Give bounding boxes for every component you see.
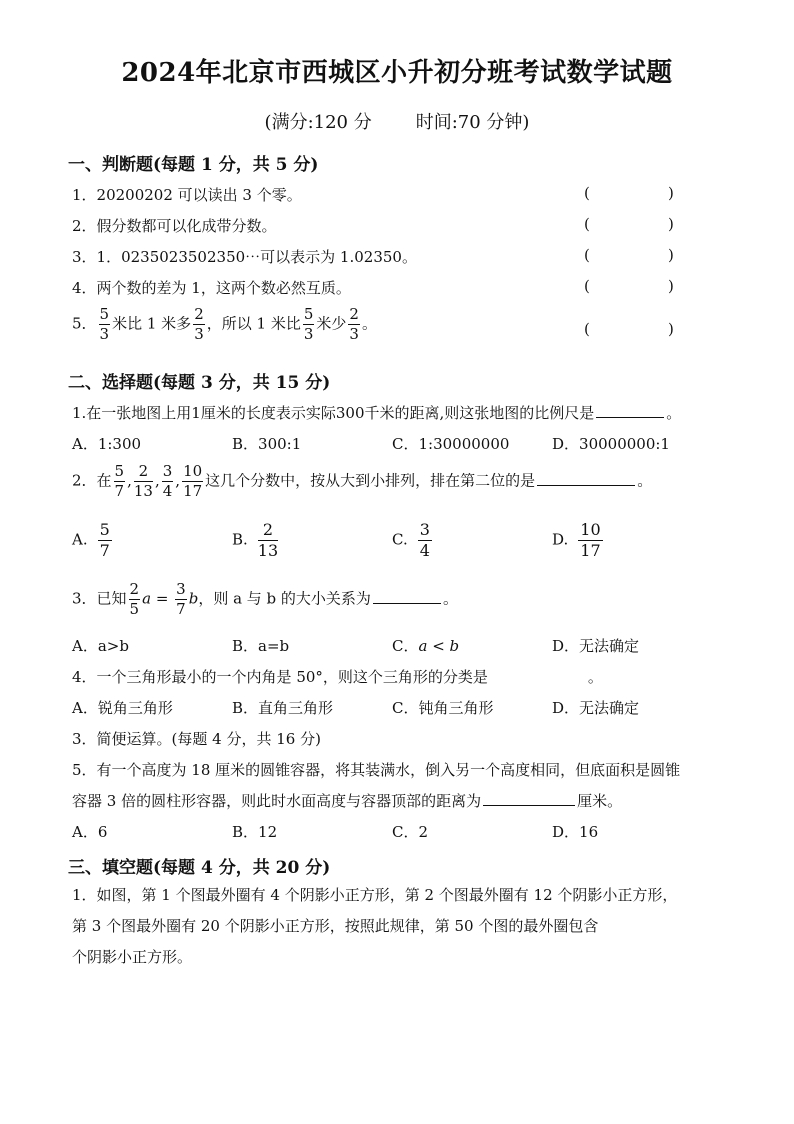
tf-question-2: 2．假分数都可以化成带分数。	[72, 217, 277, 235]
mc-question-5-line1: 5．有一个高度为 18 厘米的圆锥容器，将其装满水，倒入另一个高度相同，但底面积是圆锥	[72, 761, 681, 779]
mc5-option-c[interactable]: C．2	[392, 823, 429, 841]
page-title: 2024年北京市西城区小升初分班考试数学试题	[121, 58, 673, 88]
mc4-option-a[interactable]: A．锐角三角形	[72, 699, 173, 717]
mc4-option-b[interactable]: B．直角三角形	[232, 699, 334, 717]
section-note-calculation: 3．简便运算。(每题 4 分，共 16 分)	[72, 730, 321, 748]
mc3-option-c[interactable]: C．a < b	[392, 637, 460, 655]
fraction: $\frac{10}{17}$	[183, 462, 203, 500]
mc3-option-a[interactable]: A．a>b	[72, 637, 129, 655]
mc3-option-b[interactable]: B．a=b	[232, 637, 290, 655]
mc2-option-c[interactable]: C. $\frac{3}{4}$	[392, 520, 430, 560]
mc1-option-c[interactable]: C．1:30000000	[392, 435, 510, 453]
exam-info	[0, 108, 794, 134]
fraction: $\frac{5}{3}$	[303, 305, 314, 343]
mc-question-1: 1.在一张地图上用1厘米的长度表示实际300千米的距离,则这张地图的比例尺是 。	[72, 404, 682, 422]
answer-blank[interactable]	[596, 402, 664, 418]
answer-blank[interactable]	[537, 470, 635, 486]
mc5-option-d[interactable]: D．16	[552, 823, 599, 841]
mc1-option-a[interactable]: A．1:300	[72, 435, 142, 453]
section-heading-fill-in: 三、填空题(每题 4 分，共 20 分)	[68, 858, 331, 878]
mc5-option-b[interactable]: B．12	[232, 823, 278, 841]
mc5-option-a[interactable]: A．6	[72, 823, 108, 841]
answer-blank[interactable]	[483, 790, 575, 806]
mc-question-5-line2: 容器 3 倍的圆柱形容器，则此时水面高度与容器顶部的距离为 厘米。	[72, 792, 623, 810]
mc2-option-b[interactable]: B. $\frac{2}{13}$	[232, 520, 279, 560]
mc1-option-d[interactable]: D．30000000:1	[552, 435, 670, 453]
tf-question-4: 4．两个数的差为 1，这两个数必然互质。	[72, 279, 351, 297]
mc-question-2: 2．在 $\frac{5}{7}$ , $\frac{2}{13}$ , $\frac{3}{4}$ , $\frac{10}{17}$ 这几个分数中，按从大到小排列，排在第二位的是 。	[72, 462, 653, 500]
full-score: (满分:120 分	[264, 112, 372, 133]
exam-page: 2024年北京市西城区小升初分班考试数学试题 (满分:120 分 时间:70 分钟) 一、判断题(每题 1 分，共 5 分) 1．20200202 可以读出 3 个零。 ( ) 2．假分数都可以化成带分数。 ( ) 3．1．0235023502350⋯可以表示为 1.02350。 ( ) 4．两个数的差为 1，这两个数必然互质。 ( ) 5． $\frac{5}{3}$ 米比 1 米多 $\frac{2}{3}$ ，所以 1 米比 $\frac{5}{3}$ 米少 $\frac{2}{3}$ 。 ( ) 二、选择题(每题 3 分，共 15 分) 1.在一张地图上用1厘米的长度表示实际300千米的距离,则这张地图的比例尺是 。 A．1:300 B．300:1 C．1:30000000 D．30000000:1 2．在 $\frac{5}{7}$ , $\frac{2}{13}$ , $\frac{3}{4}$ , $\frac{10}{17}$ 这几个分数中，按从大到小排列，排在第二位的是 。 A. $\frac{5}{7}$ B. $\frac{2}{13}$ C. $\frac{3}{4}$ D. $\frac{10}{17}$ 3．已知 $\frac{2}{5}$ a = $\frac{3}{7}$ b，则 a 与 b 的大小关系为 。 A．a>b B．a=b C．a < b D．无法确定 4．一个三角形最小的一个内角是 50°，则这个三角形的分类是 。 A．锐角三角形 B．直角三角形 C．钝角三角形 D．无法确定 3．简便运算。(每题 4 分，共 16 分) 5．有一个高度为 18 厘米的圆锥容器，将其装满水，倒入另一个高度相同，但底面积是圆锥 容器 3 倍的圆柱形容器，则此时水面高度与容器顶部的距离为 厘米。 A．6 B．12 C．2 D．16 三、填空题(每题 4 分，共 20 分) 1．如图，第 1 个图最外圈有 4 个阴影小正方形，第 2 个图最外圈有 12 个阴影小正方形， 第 3 个图最外圈有 20 个阴影小正方形，按照此规律，第 50 个图的最外圈包含 个阴影小正方形。	[0, 0, 794, 1124]
fraction: $\frac{2}{13}$	[133, 462, 153, 500]
mc3-option-d[interactable]: D．无法确定	[552, 637, 640, 655]
tf-question-1: 1．20200202 可以读出 3 个零。	[72, 186, 302, 204]
fraction: $\frac{5}{7}$	[114, 462, 125, 500]
fraction: $\frac{5}{3}$	[99, 305, 110, 343]
mc-question-4: 4．一个三角形最小的一个内角是 50°，则这个三角形的分类是 。	[72, 668, 603, 686]
time-limit: 时间:70 分钟)	[415, 112, 530, 133]
section-heading-true-false: 一、判断题(每题 1 分，共 5 分)	[68, 155, 319, 175]
mc2-option-a[interactable]: A. $\frac{5}{7}$	[72, 520, 110, 560]
mc1-option-b[interactable]: B．300:1	[232, 435, 302, 453]
mc2-option-d[interactable]: D. $\frac{10}{17}$	[552, 520, 601, 560]
tf-question-5: 5． $\frac{5}{3}$ 米比 1 米多 $\frac{2}{3}$ ，所以 1 米比 $\frac{5}{3}$ 米少 $\frac{2}{3}$ 。	[72, 305, 377, 343]
fraction: $\frac{2}{3}$	[194, 305, 204, 343]
mc4-option-c[interactable]: C．钝角三角形	[392, 699, 494, 717]
fill-question-1: 1．如图，第 1 个图最外圈有 4 个阴影小正方形，第 2 个图最外圈有 12 个阴影小正方形， 第 3 个图最外圈有 20 个阴影小正方形，按照此规律，第 50 个图的最外圈包含 个阴影小正方形。	[72, 886, 678, 966]
fraction: $\frac{3}{4}$	[162, 462, 173, 500]
mc-question-3: 3．已知 $\frac{2}{5}$ a = $\frac{3}{7}$ b，则 a 与 b 的大小关系为 。	[72, 580, 458, 618]
answer-blank[interactable]	[373, 588, 441, 604]
fraction: $\frac{3}{7}$	[176, 580, 186, 618]
mc4-option-d[interactable]: D．无法确定	[552, 699, 640, 717]
fraction: $\frac{2}{3}$	[349, 305, 359, 343]
section-heading-multiple-choice: 二、选择题(每题 3 分，共 15 分)	[68, 373, 331, 393]
tf-question-3: 3．1．0235023502350⋯可以表示为 1.02350。	[72, 248, 417, 266]
fraction: $\frac{2}{5}$	[129, 580, 140, 618]
